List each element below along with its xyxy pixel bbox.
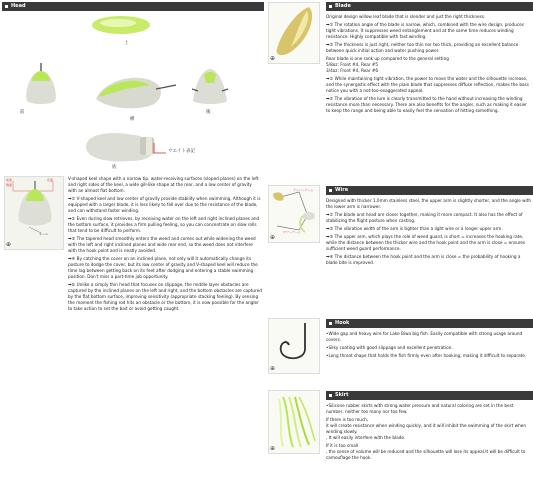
skirt-paragraph: , the sense of volume will be reduced and the silhouette will lose its appeal.It will be difficult to camouflage the hook. (326, 449, 526, 460)
diagram-label-side: 側面 (6, 183, 13, 187)
header-bullet (329, 5, 332, 8)
blade-paragraph: Original design willow leaf blade that is slender and just the right thickness. (326, 14, 486, 19)
hook-description (326, 331, 531, 361)
skirt-section-header (326, 391, 533, 400)
blade-paragraph: 3/4oz: Front #4, Rear #6 (326, 68, 379, 74)
head-top-view (90, 13, 152, 41)
skirt-paragraph: it will create resistance when winding quickly, and it will inhibit the swimming of the skirt when winding slowly. (326, 423, 526, 434)
zoom-icon[interactable]: ⊕ (270, 365, 276, 372)
header-bullet (329, 394, 332, 397)
diagram-label-bottom: 底面 (47, 178, 54, 182)
diagram-label-front: 前面 (6, 178, 13, 182)
label-weight-mark: ウエイト表記 (168, 149, 195, 154)
blade-image (269, 3, 319, 61)
zoom-icon[interactable]: ⊕ (6, 241, 12, 248)
skirt-thumbnail[interactable] (268, 390, 320, 454)
zoom-icon[interactable]: ⊕ (270, 55, 276, 62)
head-paragraph: ➡④ By catching the cover on an inclined plane, not only will it automatically change its posture to dodge the cover, but its low center of gravity and V-shaped keel will reduce the time lag between getting back on its feet after dodging and entering a stable swimming position. Don't miss a part-time job opportunity. (68, 256, 258, 280)
skirt-description (326, 403, 531, 463)
blade-thumbnail[interactable] (268, 2, 320, 64)
skirt-paragraph: , It will easily interfere with the blade. (326, 434, 406, 440)
head-bottom-view (82, 127, 162, 167)
wire-paragraph: Designed with thicker 1.0mm stainless steel, the upper arm is slightly shorter, and the angle with the lower arm is narrower. (326, 198, 532, 209)
hook-paragraph: •Wide gap and heavy wire for Lake Biwa big fish. Easily compatible with strong usage around covers. (326, 331, 523, 342)
zoom-icon[interactable]: ⊕ (270, 445, 276, 452)
head-side-view (86, 69, 176, 115)
label-bottom: 底 (112, 165, 117, 170)
skirt-title: Skirt (335, 392, 349, 398)
head-diagram (5, 177, 63, 241)
hook-image (269, 319, 319, 369)
head-section-header (2, 2, 264, 11)
wire-title: Wire (335, 187, 349, 193)
skirt-paragraph: If there is too much, (326, 417, 369, 423)
skirt-paragraph: If it is too small (326, 443, 359, 449)
head-paragraph: V-shaped keel shape with a narrow tip, water-receiving surfaces (sloped planes) on the left and right sides of the keel, a wide gill-like shape at the rear, and a low center of gravity with an almost flat bottom. (68, 176, 259, 193)
wire-label-upper-arm: アッパーアーム (293, 188, 314, 192)
label-top: 上 (124, 41, 129, 46)
head-paragraph: ➡② Even during slow retrieves, by receiving water on the left and right inclined planes and the bottom surface, it provides a firm pulling feeling, so you can concentrate on slow rolls that tend to be difficult to perform. (68, 216, 260, 233)
blade-description (326, 14, 531, 116)
hook-section-header (326, 319, 533, 328)
head-title: Head (11, 3, 26, 9)
wire-description (326, 198, 531, 268)
hook-paragraph: •Silky coating with good slippage and excellent penetration. (326, 345, 453, 351)
weight-mark-pointer (152, 141, 168, 157)
blade-section-header (326, 2, 533, 11)
header-bullet (329, 189, 332, 192)
wire-paragraph: ➡① The blade and head are closer together, making it more compact. It also has the effect of stabilizing the flight posture when casting. (326, 212, 523, 224)
header-bullet (329, 322, 332, 325)
blade-paragraph: ➡② The thickness is just right, neither too thin nor too thick, providing an excellent balance between quick initial action and water pushing power. (326, 42, 519, 54)
label-front: 前 (20, 110, 25, 115)
label-side: 横 (130, 117, 135, 122)
blade-paragraph: 5/8oz: Front #4, Rear #5 (326, 62, 379, 68)
head-paragraph: ➡① V-shaped keel and low center of gravity provide stability when swimming. Although it is equipped with a larger blade, it is less likely to fall over due to the resistance of the blade, and can withstand faster winding. (68, 196, 261, 213)
hook-title: Hook (335, 320, 350, 326)
label-rear: 後 (206, 110, 211, 115)
skirt-image (269, 391, 319, 451)
skirt-paragraph: •Silicone rubber skirts with strong water pressure and natural coloring are set in the best number, neither too many nor too few. (326, 403, 514, 414)
head-diagram-thumbnail[interactable] (4, 176, 64, 250)
head-views (2, 13, 264, 173)
head-front-view (22, 63, 60, 105)
wire-paragraph: ➡③ The upper arm, which plays the role of weed guard, is short = increases the hooking rate, while the distance between the thicker wire and the hook point and the arm is close = ensures sufficient weed guard performance. (326, 234, 526, 252)
blade-title: Blade (335, 3, 351, 9)
blade-paragraph: Rear blade is one rank up compared to the general setting (326, 56, 449, 62)
blade-paragraph: ➡② The vibration of the lure is clearly transmitted to the hand without increasing the winding resistance more than necessary. There are also benefits for the angler, such as making it easier to keep the range and being able to easily feel the sensation of hitting something. (326, 96, 527, 114)
head-paragraph: ➡③ The tapered head smoothly enters the weed and comes out while widening the weed with the left and right inclined planes and wide rear end, so the weed does not interfere with the hook point and is neatly avoided. (68, 236, 256, 254)
header-bullet (5, 5, 8, 8)
wire-section-header (326, 186, 533, 195)
wire-thumbnail[interactable] (268, 185, 320, 243)
blade-paragraph: ➡① While maintaining tight vibration, the power to move the water and the silhouette increase, and the synergistic effect with the plain blade that suppresses diffuse reflection, makes the bass notice you with a not-too-exaggerated appeal. (326, 76, 529, 94)
wire-paragraph: ➡② The vibration width of the arm is tighter than a light wire or a longer upper arm. (326, 226, 503, 232)
hook-paragraph: •Long throat shape that holds the fish firmly even after hooking, making it difficult to separate. (326, 353, 527, 359)
diagram-label-keel: キール (39, 232, 48, 236)
head-rear-view (190, 65, 230, 107)
head-paragraph: ➡⑤ Unlike a simply thin head that focuses on slippage, the middle layer obstacles are captured by the inclined planes on the left and right, and the bottom obstacles are captured by the flat bottom surface, improving sensitivity (appropriate stacking feeling). By sensing the moment the fishing rod hits an obstacle or the bottom, it is now possible for the angler to take action to set the bait or avoid getting caught. (68, 282, 262, 311)
zoom-icon[interactable]: ⊕ (270, 234, 276, 241)
wire-paragraph: ➡④ The distance between the hook point and the arm is close = the probability of hooking a blade bite is improved. (326, 254, 521, 266)
wire-label-lower-arm: ロワーアーム (283, 230, 301, 234)
hook-thumbnail[interactable] (268, 318, 320, 374)
head-description (68, 176, 262, 314)
blade-paragraph: ➡① The rotation angle of the blade is narrow, which, combined with the wire design, produces tight vibrations. It suppresses weed entanglement and at the same time reduces winding resistance. Highly compatible with fast winding. (326, 22, 524, 40)
